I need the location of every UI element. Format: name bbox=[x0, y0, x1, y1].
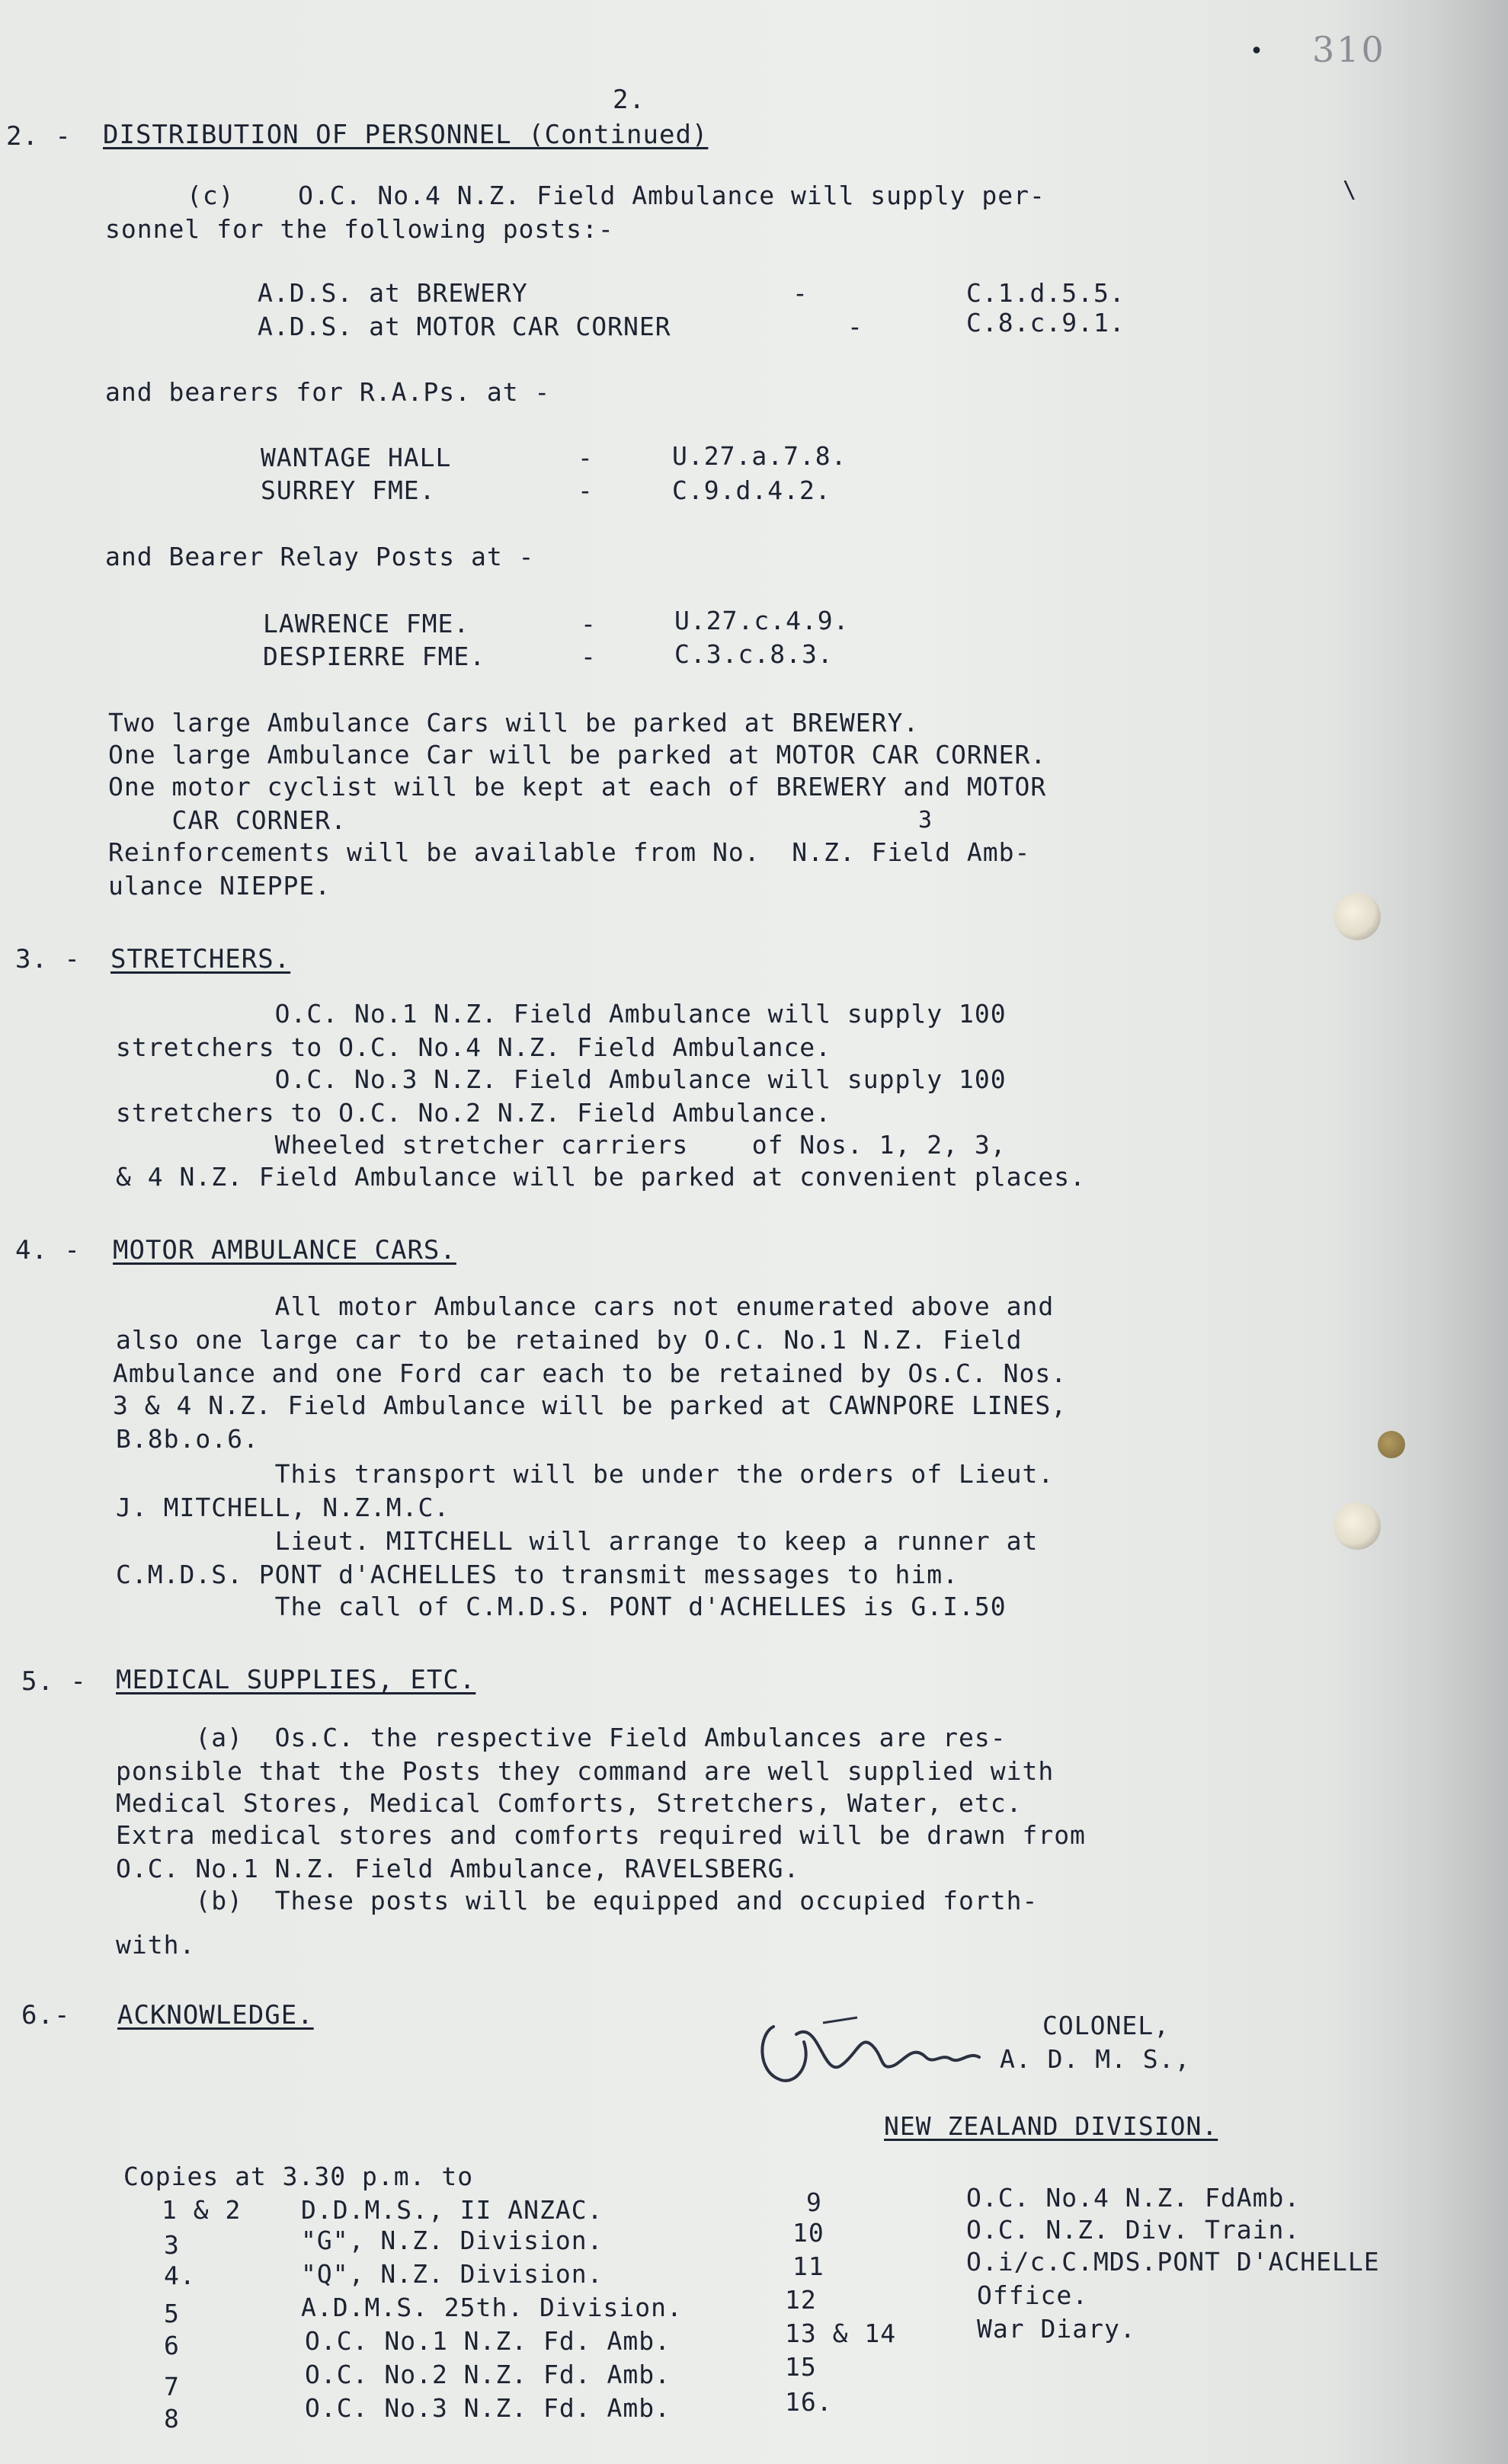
section-4-line: also one large car to be retained by O.C. No.1 N.Z. Field bbox=[116, 1325, 1023, 1355]
copy-number: 4. bbox=[164, 2261, 196, 2290]
tack-mark bbox=[1378, 1431, 1405, 1458]
relay-intro: and Bearer Relay Posts at - bbox=[105, 542, 535, 571]
section-2-para-line: CAR CORNER. bbox=[108, 805, 347, 835]
section-6-heading: ACKNOWLEDGE. bbox=[117, 2000, 314, 2030]
ads-grid-ref: C.1.d.5.5. bbox=[966, 278, 1125, 308]
superscript-number: 3 bbox=[918, 807, 933, 834]
ads-dash: - bbox=[847, 312, 863, 341]
copy-recipient: D.D.M.S., II ANZAC. bbox=[301, 2195, 604, 2225]
copy-recipient: A.D.M.S. 25th. Division. bbox=[301, 2293, 683, 2322]
section-4-line: B.8b.o.6. bbox=[116, 1424, 259, 1454]
section-3-line: & 4 N.Z. Field Ambulance will be parked at convenient places. bbox=[116, 1162, 1086, 1192]
copy-number: 6 bbox=[164, 2331, 180, 2360]
copy-number: 16. bbox=[785, 2387, 833, 2417]
top-page-number: 2. bbox=[613, 85, 645, 115]
pencil-tick: \ bbox=[1343, 177, 1357, 203]
rap-dash: - bbox=[578, 443, 594, 472]
section-6-number: 6.- bbox=[21, 2000, 71, 2030]
section-4-line: All motor Ambulance cars not enumerated above and bbox=[116, 1291, 1055, 1321]
section-2-para-line: Reinforcements will be available from No. N.Z. Field Amb- bbox=[108, 837, 1031, 867]
section-3-heading: STRETCHERS. bbox=[110, 944, 291, 974]
relay-dash: - bbox=[581, 609, 597, 638]
section-4-line: Ambulance and one Ford car each to be retained by Os.C. Nos. bbox=[113, 1358, 1068, 1388]
section-2-heading: DISTRIBUTION OF PERSONNEL (Continued) bbox=[103, 120, 709, 150]
ads-grid-ref: C.8.c.9.1. bbox=[966, 308, 1125, 338]
section-5-number: 5. - bbox=[21, 1666, 87, 1697]
section-5-line: Medical Stores, Medical Comforts, Stretchers, Water, etc. bbox=[116, 1788, 1023, 1818]
copy-number: 9 bbox=[806, 2187, 822, 2217]
rap-name: WANTAGE HALL bbox=[261, 443, 452, 472]
section-3-line: stretchers to O.C. No.2 N.Z. Field Ambulance. bbox=[116, 1098, 832, 1128]
section-3-line: O.C. No.3 N.Z. Field Ambulance will supply 100 bbox=[116, 1064, 1007, 1094]
copy-recipient: War Diary. bbox=[977, 2314, 1136, 2344]
copy-recipient: O.C. N.Z. Div. Train. bbox=[966, 2215, 1301, 2245]
rap-dash: - bbox=[578, 475, 594, 505]
copies-heading: Copies at 3.30 p.m. to bbox=[123, 2162, 474, 2191]
relay-name: DESPIERRE FME. bbox=[263, 642, 486, 671]
section-4-line: J. MITCHELL, N.Z.M.C. bbox=[116, 1493, 450, 1522]
relay-grid-ref: C.3.c.8.3. bbox=[674, 639, 834, 669]
section-2-para-line: Two large Ambulance Cars will be parked at BREWERY. bbox=[108, 708, 920, 738]
bearers-intro: and bearers for R.A.Ps. at - bbox=[105, 377, 551, 407]
section-3-number: 3. - bbox=[15, 944, 81, 974]
section-2c-line: sonnel for the following posts:- bbox=[105, 214, 614, 244]
section-4-line: Lieut. MITCHELL will arrange to keep a runner at bbox=[116, 1526, 1039, 1556]
section-4-line: This transport will be under the orders of Lieut. bbox=[116, 1459, 1055, 1489]
relay-grid-ref: U.27.c.4.9. bbox=[674, 606, 850, 635]
copy-number: 5 bbox=[164, 2299, 180, 2328]
signatory-rank: COLONEL, bbox=[1042, 2011, 1170, 2040]
rap-grid-ref: C.9.d.4.2. bbox=[672, 475, 831, 505]
section-2-para-line: One large Ambulance Car will be parked at MOTOR CAR CORNER. bbox=[108, 740, 1047, 770]
section-5-line: (b) These posts will be equipped and occupied forth- bbox=[116, 1886, 1039, 1915]
copy-number: 1 & 2 bbox=[162, 2195, 242, 2225]
ads-name: A.D.S. at BREWERY bbox=[258, 278, 528, 308]
copy-recipient: O.C. No.1 N.Z. Fd. Amb. bbox=[305, 2326, 671, 2356]
copy-recipient: O.C. No.3 N.Z. Fd. Amb. bbox=[305, 2393, 671, 2423]
section-3-line: O.C. No.1 N.Z. Field Ambulance will supply 100 bbox=[116, 999, 1007, 1029]
copy-number: 15 bbox=[785, 2352, 817, 2382]
section-3-line: Wheeled stretcher carriers of Nos. 1, 2, 3, bbox=[116, 1130, 1007, 1160]
section-4-line: 3 & 4 N.Z. Field Ambulance will be parked at CAWNPORE LINES, bbox=[113, 1390, 1068, 1420]
section-5-line: (a) Os.C. the respective Field Ambulances are res- bbox=[116, 1723, 1007, 1752]
copy-number: 7 bbox=[164, 2372, 180, 2402]
copy-recipient: O.i/c.C.MDS.PONT D'ACHELLE bbox=[966, 2247, 1380, 2277]
signatory-appointment: A. D. M. S., bbox=[1000, 2044, 1191, 2074]
section-5-line: with. bbox=[116, 1930, 196, 1960]
copy-recipient: O.C. No.2 N.Z. Fd. Amb. bbox=[305, 2360, 671, 2389]
section-5-line: ponsible that the Posts they command are well supplied with bbox=[116, 1756, 1055, 1786]
ads-dash: - bbox=[792, 278, 808, 308]
copy-number: 12 bbox=[785, 2285, 817, 2315]
punch-hole bbox=[1334, 893, 1381, 940]
signatory-division: NEW ZEALAND DIVISION. bbox=[884, 2111, 1218, 2141]
section-3-line: stretchers to O.C. No.4 N.Z. Field Ambulance. bbox=[116, 1032, 832, 1062]
copy-number: 13 & 14 bbox=[785, 2318, 897, 2348]
copy-number: 3 bbox=[164, 2230, 180, 2260]
rap-name: SURREY FME. bbox=[261, 475, 436, 505]
relay-dash: - bbox=[581, 642, 597, 671]
section-2c-line: (c) O.C. No.4 N.Z. Field Ambulance will supply per- bbox=[187, 181, 1045, 210]
pencil-page-number: 310 bbox=[1312, 29, 1386, 70]
section-5-heading: MEDICAL SUPPLIES, ETC. bbox=[116, 1665, 476, 1695]
section-4-line: C.M.D.S. PONT d'ACHELLES to transmit messages to him. bbox=[116, 1560, 959, 1589]
section-4-number: 4. - bbox=[15, 1235, 81, 1266]
handwritten-signature bbox=[751, 2011, 1010, 2103]
section-5-line: Extra medical stores and comforts required will be drawn from bbox=[116, 1820, 1086, 1850]
copy-number: 8 bbox=[164, 2404, 180, 2434]
copy-recipient: "G", N.Z. Division. bbox=[301, 2226, 604, 2255]
section-5-line: O.C. No.1 N.Z. Field Ambulance, RAVELSBERG. bbox=[116, 1854, 800, 1883]
rap-grid-ref: U.27.a.7.8. bbox=[672, 441, 847, 471]
relay-name: LAWRENCE FME. bbox=[263, 609, 470, 638]
copy-number: 11 bbox=[792, 2251, 824, 2281]
section-2-number: 2. - bbox=[6, 121, 72, 152]
punch-hole bbox=[1334, 1502, 1381, 1550]
copy-recipient: "Q", N.Z. Division. bbox=[301, 2259, 604, 2289]
copy-number: 10 bbox=[792, 2218, 824, 2248]
section-4-heading: MOTOR AMBULANCE CARS. bbox=[113, 1235, 456, 1266]
ads-name: A.D.S. at MOTOR CAR CORNER bbox=[258, 312, 671, 341]
copy-recipient: O.C. No.4 N.Z. FdAmb. bbox=[966, 2183, 1301, 2213]
section-2-para-line: One motor cyclist will be kept at each of BREWERY and MOTOR bbox=[108, 772, 1047, 802]
section-4-line: The call of C.M.D.S. PONT d'ACHELLES is G.I.50 bbox=[116, 1592, 1007, 1621]
section-2-para-line: ulance NIEPPE. bbox=[108, 871, 331, 901]
copy-recipient: Office. bbox=[977, 2280, 1089, 2310]
ink-dot: • bbox=[1250, 38, 1264, 65]
